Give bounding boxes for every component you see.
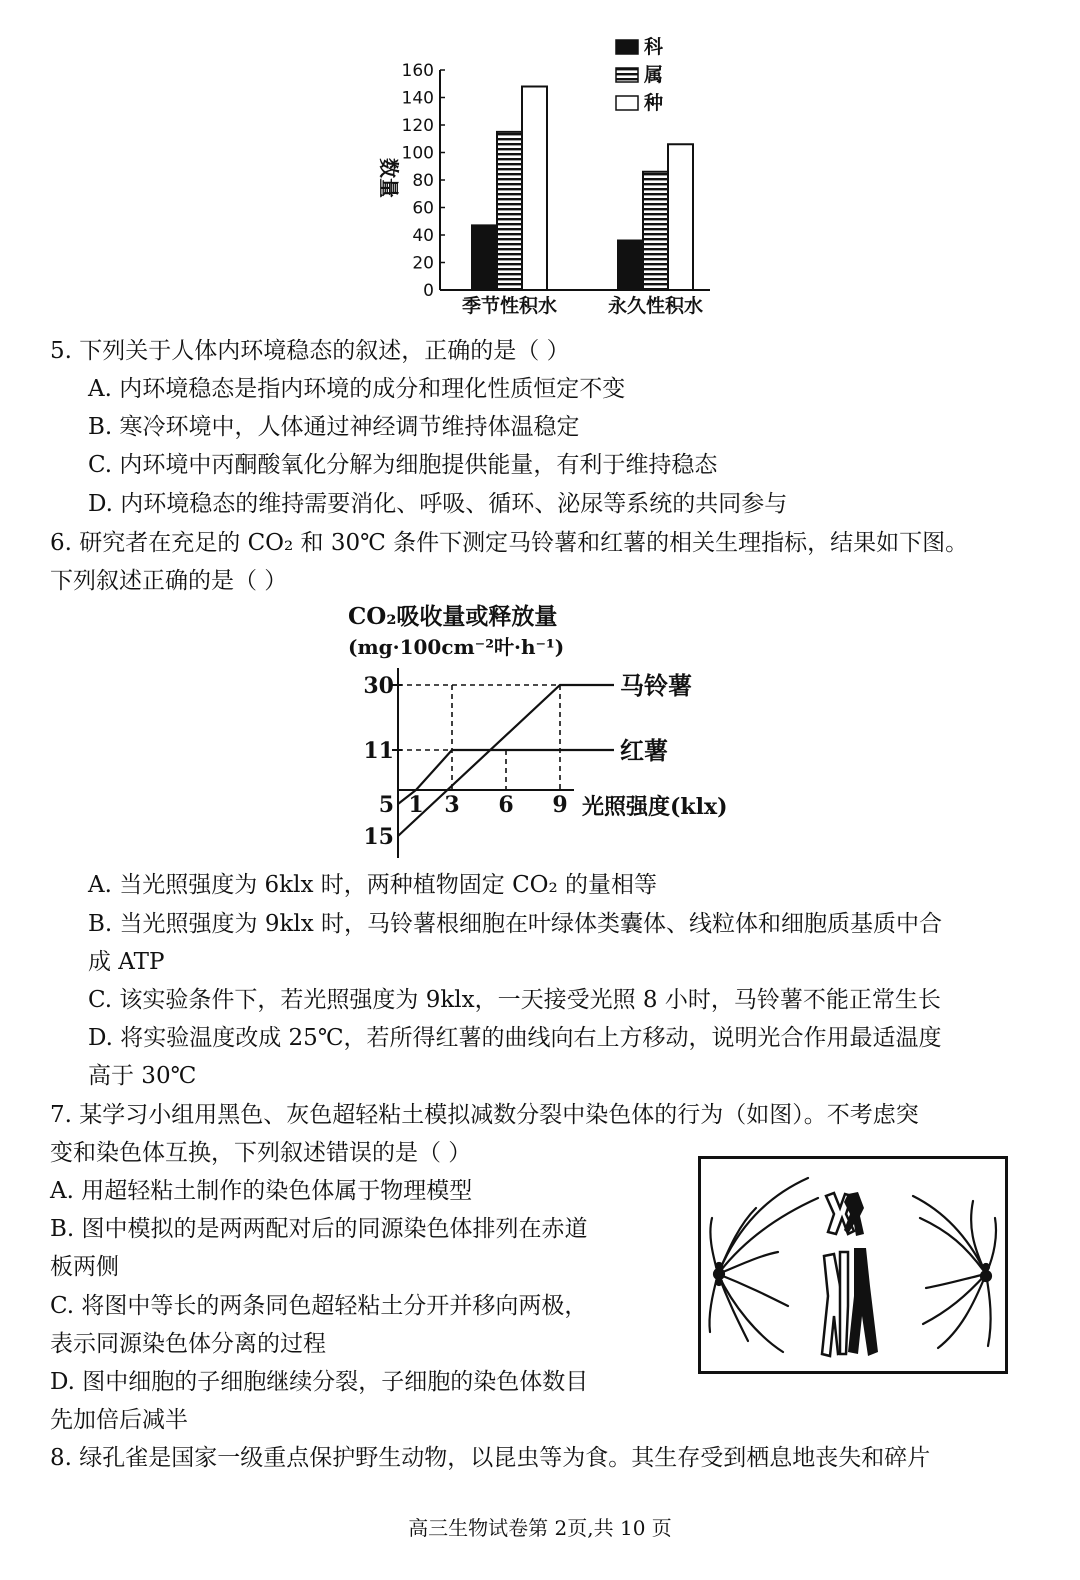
bar-y-tick-label: 0 <box>423 281 434 301</box>
bar-y-tick-label: 160 <box>401 61 434 81</box>
q6-option-b-line1: B. 当光照强度为 9klx 时，马铃薯根细胞在叶绿体类囊体、线粒体和细胞质基质中合 <box>88 911 943 937</box>
series-label-1: 红薯 <box>620 736 668 765</box>
q6-stem-line1: 6. 研究者在充足的 CO₂ 和 30℃ 条件下测定马铃薯和红薯的相关生理指标，结果如下图。 <box>50 530 969 556</box>
bar-种-1 <box>668 144 693 290</box>
meiosis-model-figure <box>698 1156 1008 1374</box>
line-x-label: 光照强度(klx) <box>582 794 728 820</box>
q7-stem-line2: 变和染色体互换，下列叙述错误的是（ ） <box>50 1140 472 1166</box>
bar-category-label: 永久性积水 <box>607 295 704 317</box>
line-y-tick-label: 15 <box>363 824 394 850</box>
line-chart-title: CO₂吸收量或释放量 <box>348 603 558 630</box>
bar-y-tick-label: 40 <box>412 226 434 246</box>
legend-swatch-shu <box>616 68 638 82</box>
bar-y-tick-label: 80 <box>412 171 434 191</box>
bar-legend <box>616 35 664 114</box>
series-label-0: 马铃薯 <box>620 671 692 700</box>
q7-option-d-line1: D. 图中细胞的子细胞继续分裂，子细胞的染色体数目 <box>50 1369 589 1395</box>
page-footer: 高三生物试卷第 2页,共 10 页 <box>408 1516 672 1540</box>
q7-option-c-line2: 表示同源染色体分离的过程 <box>50 1331 326 1357</box>
line-x-tick-label: 6 <box>498 792 514 818</box>
q6-option-a: A. 当光照强度为 6klx 时，两种植物固定 CO₂ 的量相等 <box>88 872 658 898</box>
legend-swatch-zhong <box>616 96 638 110</box>
bar-y-tick-label: 120 <box>401 116 434 136</box>
q7-option-c-line1: C. 将图中等长的两条同色超轻粘土分开并移向两极， <box>50 1293 588 1319</box>
bar-ylabel: 数量 <box>377 158 401 198</box>
bar-y-tick-label: 100 <box>401 143 434 164</box>
bar-种-0 <box>522 87 547 291</box>
q6-option-b-line2: 成 ATP <box>88 949 165 975</box>
q7-stem-line1: 7. 某学习小组用黑色、灰色超轻粘土模拟减数分裂中染色体的行为（如图）。不考虑突 <box>50 1102 919 1128</box>
q7-option-b-line2: 板两侧 <box>50 1254 119 1280</box>
line-chart-unit: (mg·100cm⁻²叶·h⁻¹) <box>348 635 565 659</box>
line-y-tick-label: 5 <box>378 792 394 818</box>
bar-y-tick-label: 20 <box>412 253 434 274</box>
q8-stem: 8. 绿孔雀是国家一级重点保护野生动物，以昆虫等为食。其生存受到栖息地丧失和碎片 <box>50 1445 931 1471</box>
bar-科-1 <box>618 241 643 291</box>
line-x-tick-label: 3 <box>444 792 460 818</box>
light-response-chart <box>340 598 760 868</box>
bar-y-tick-label: 60 <box>412 198 434 219</box>
q6-option-d-line1: D. 将实验温度改成 25℃，若所得红薯的曲线向右上方移动，说明光合作用最适温度 <box>88 1025 942 1051</box>
q5-option-a: A. 内环境稳态是指内环境的成分和理化性质恒定不变 <box>88 376 626 402</box>
q6-option-d-line2: 高于 30℃ <box>88 1063 197 1089</box>
q7-option-d-line2: 先加倍后减半 <box>50 1407 188 1433</box>
bar-属-0 <box>497 132 522 290</box>
legend-label-ke: 科 <box>644 36 664 58</box>
line-y-tick-label: 30 <box>363 673 394 699</box>
q5-stem: 5. 下列关于人体内环境稳态的叙述，正确的是（ ） <box>50 338 570 364</box>
q6-option-c: C. 该实验条件下，若光照强度为 9klx，一天接受光照 8 小时，马铃薯不能正常生长 <box>88 987 941 1013</box>
bar-chart <box>360 28 720 328</box>
legend-swatch-ke <box>616 40 638 54</box>
line-x-tick-label: 1 <box>408 792 424 818</box>
bar-category-label: 季节性积水 <box>461 295 558 317</box>
line-x-tick-label: 9 <box>552 792 568 818</box>
q7-option-b-line1: B. 图中模拟的是两两配对后的同源染色体排列在赤道 <box>50 1216 588 1242</box>
q5-option-d: D. 内环境稳态的维持需要消化、呼吸、循环、泌尿等系统的共同参与 <box>88 491 788 517</box>
legend-label-shu: 属 <box>644 64 664 86</box>
q5-option-b: B. 寒冷环境中，人体通过神经调节维持体温稳定 <box>88 414 580 440</box>
q7-option-a: A. 用超轻粘土制作的染色体属于物理模型 <box>50 1178 473 1204</box>
legend-label-zhong: 种 <box>644 92 664 114</box>
bar-y-tick-label: 140 <box>401 88 434 109</box>
q6-stem-line2: 下列叙述正确的是（ ） <box>50 568 288 594</box>
bar-科-0 <box>472 225 497 290</box>
line-y-tick-label: 11 <box>363 738 394 764</box>
bar-属-1 <box>643 172 668 290</box>
q5-option-c: C. 内环境中丙酮酸氧化分解为细胞提供能量，有利于维持稳态 <box>88 452 718 478</box>
